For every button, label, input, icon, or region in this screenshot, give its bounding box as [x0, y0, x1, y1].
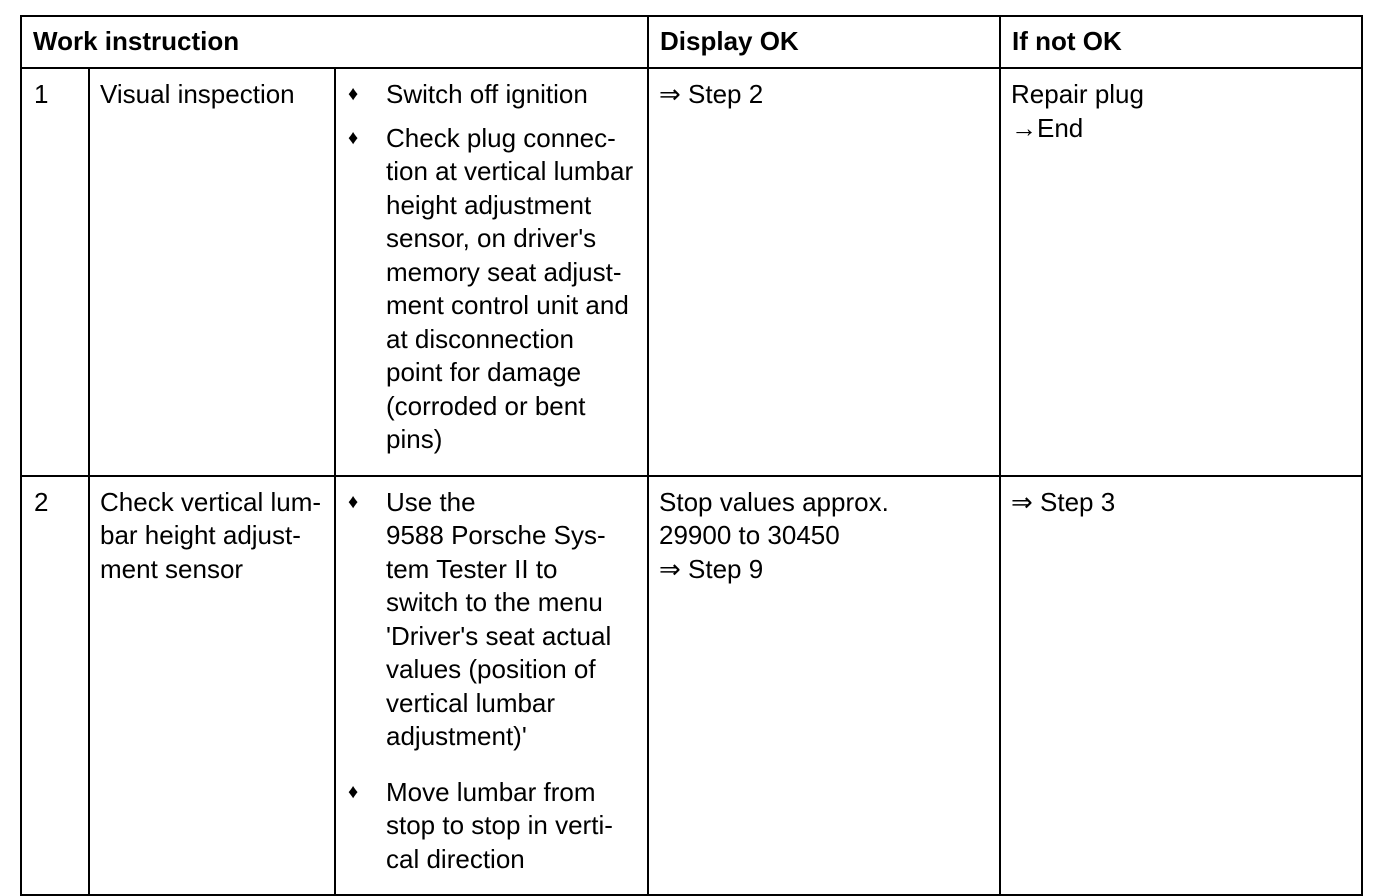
display-ok-line: Stop values approx.: [659, 486, 889, 517]
step-title-cell: [89, 68, 335, 476]
instruction-line: vertical lumbar: [386, 687, 556, 718]
instruction-line: height adjustment: [386, 189, 592, 220]
display-ok-text: [649, 477, 999, 587]
header-display-ok: [648, 16, 1000, 68]
if-not-ok-line: Repair plug: [1011, 79, 1144, 109]
instruction-list: [336, 477, 647, 895]
display-ok-text: [649, 69, 999, 112]
diamond-bullet-icon: ♦: [348, 490, 359, 513]
instruction-list: [336, 69, 647, 475]
instruction-line: values (position of: [386, 654, 596, 684]
display-ok-line: ⇒ Step 9: [659, 553, 764, 584]
instruction-line: at disconnection: [386, 323, 574, 354]
step-number-cell: [21, 68, 89, 476]
instruction-line: cal direction: [386, 843, 525, 874]
list-item: [336, 122, 639, 457]
instruction-line: stop to stop in verti-: [386, 810, 613, 840]
header-display-ok-label: Display OK: [660, 26, 799, 57]
if-not-ok-line: ⇒ Step 3: [1011, 486, 1116, 517]
instruction-line: sensor, on driver's: [386, 223, 597, 253]
display-ok-line: ⇒ Step 2: [659, 79, 764, 109]
instruction-line: ment control unit and: [386, 290, 629, 320]
diamond-bullet-icon: ♦: [348, 126, 359, 149]
if-not-ok-cell: [1000, 68, 1362, 476]
diamond-bullet-icon: ♦: [348, 780, 359, 803]
instruction-line: point for damage: [386, 357, 582, 387]
instruction-line: tion at vertical lumbar: [386, 156, 634, 186]
step-title-line: ment sensor: [100, 553, 244, 584]
if-not-ok-text: [1001, 477, 1361, 520]
diamond-bullet-icon: ♦: [348, 83, 359, 105]
list-item: [336, 486, 639, 754]
instruction-line: pins): [386, 424, 443, 454]
instruction-line: Switch off ignition: [386, 79, 588, 109]
if-not-ok-text: [1001, 69, 1361, 145]
step-number-cell: [21, 476, 89, 896]
instruction-line: tem Tester II to: [386, 553, 558, 584]
step-number: 2: [34, 486, 49, 517]
list-item: [336, 78, 639, 112]
header-work-instruction: [21, 16, 648, 68]
step-title-cell: [89, 476, 335, 896]
table-row: [21, 476, 1362, 896]
instruction-line: Check plug connec-: [386, 122, 616, 153]
header-if-not-ok: [1000, 16, 1362, 68]
instruction-line: Move lumbar from: [386, 776, 596, 807]
step-title-line: Check vertical lum-: [100, 486, 322, 517]
instruction-line: Use the: [386, 486, 476, 517]
step-title: [90, 69, 334, 112]
if-not-ok-cell: [1000, 476, 1362, 896]
header-if-not-ok-label: If not OK: [1012, 26, 1122, 57]
instruction-line: adjustment)': [386, 721, 527, 751]
step-title-line: bar height adjust-: [100, 520, 301, 550]
instructions-cell: [335, 476, 648, 896]
if-not-ok-line: →End: [1011, 112, 1084, 143]
list-item: [336, 776, 639, 877]
step-title: [90, 477, 334, 587]
instruction-line: (corroded or bent: [386, 390, 586, 421]
instruction-line: memory seat adjust-: [386, 256, 622, 287]
display-ok-line: 29900 to 30450: [659, 520, 840, 550]
instructions-cell: [335, 68, 648, 476]
step-number: 1: [34, 79, 49, 109]
header-work-instruction-label: Work instruction: [33, 26, 240, 57]
instruction-line: switch to the menu: [386, 587, 603, 617]
table-row: [21, 68, 1362, 476]
instruction-line: 9588 Porsche Sys-: [386, 520, 606, 550]
step-title-line: Visual inspection: [100, 79, 295, 109]
display-ok-cell: [648, 476, 1000, 896]
table-header-row: [21, 16, 1362, 68]
display-ok-cell: [648, 68, 1000, 476]
instruction-line: 'Driver's seat actual: [386, 620, 612, 651]
work-instruction-table: [20, 15, 1363, 896]
